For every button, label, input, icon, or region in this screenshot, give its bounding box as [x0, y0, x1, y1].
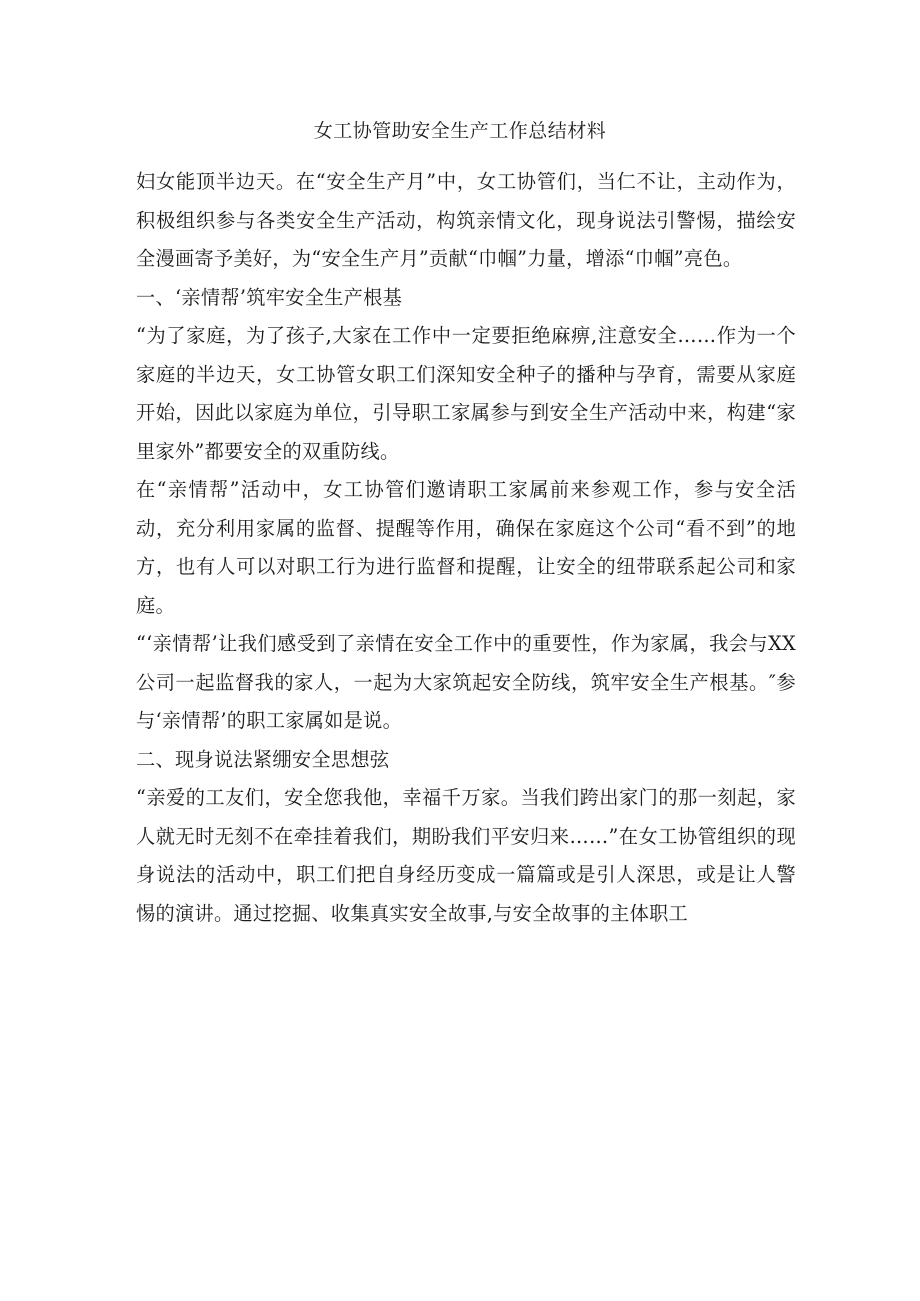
- paragraph: 在“亲情帮”活动中，女工协管们邀请职工家属前来参观工作，参与安全活动，充分利用家属的监督、提醒等作用，确保在家庭这个公司“看不到”的地方，也有人可以对职工行为进行监督和提醒，让安全的纽带联系起公司和家庭。: [136, 478, 796, 617]
- document-title: 女工协管助安全生产工作总结材料: [313, 120, 607, 142]
- paragraph-intro: 妇女能顶半边天。在“安全生产月”中，女工协管们，当仁不让，主动作为，积极组织参与各类安全生产活动，构筑亲情文化，现身说法引警惕，描绘安全漫画寄予美好，为“安全生产月”贡献“巾帼”力量，增添“巾帼”亮色。: [136, 170, 796, 270]
- paragraph: “为了家庭，为了孩子,大家在工作中一定要拒绝麻痹,注意安全……作为一个家庭的半边天，女工协管女职工们深知安全种子的播种与孕育，需要从家庭开始，因此以家庭为单位，引导职工家属参与到安全生产活动中来，构建“家里家外”都要安全的双重防线。: [136, 324, 796, 463]
- document-body: [136, 163, 796, 933]
- paragraph: “亲爱的工友们，安全您我他，幸福千万家。当我们跨出家门的那一刻起，家人就无时无刻不在牵挂着我们，期盼我们平安归来……”在女工协管组织的现身说法的活动中，职工们把自身经历变成一篇篇或是引人深思，或是让人警惕的演讲。通过挖掘、收集真实安全故事,与安全故事的主体职工: [136, 786, 796, 925]
- paragraph: “‘亲情帮’让我们感受到了亲情在安全工作中的重要性，作为家属，我会与XX公司一起监督我的家人，一起为大家筑起安全防线，筑牢安全生产根基。″参与‘亲情帮’的职工家属如是说。: [136, 632, 796, 732]
- section-heading-1: 一、‘亲情帮’筑牢安全生产根基: [136, 285, 403, 309]
- section-heading-2: 二、现身说法紧绷安全思想弦: [136, 747, 390, 771]
